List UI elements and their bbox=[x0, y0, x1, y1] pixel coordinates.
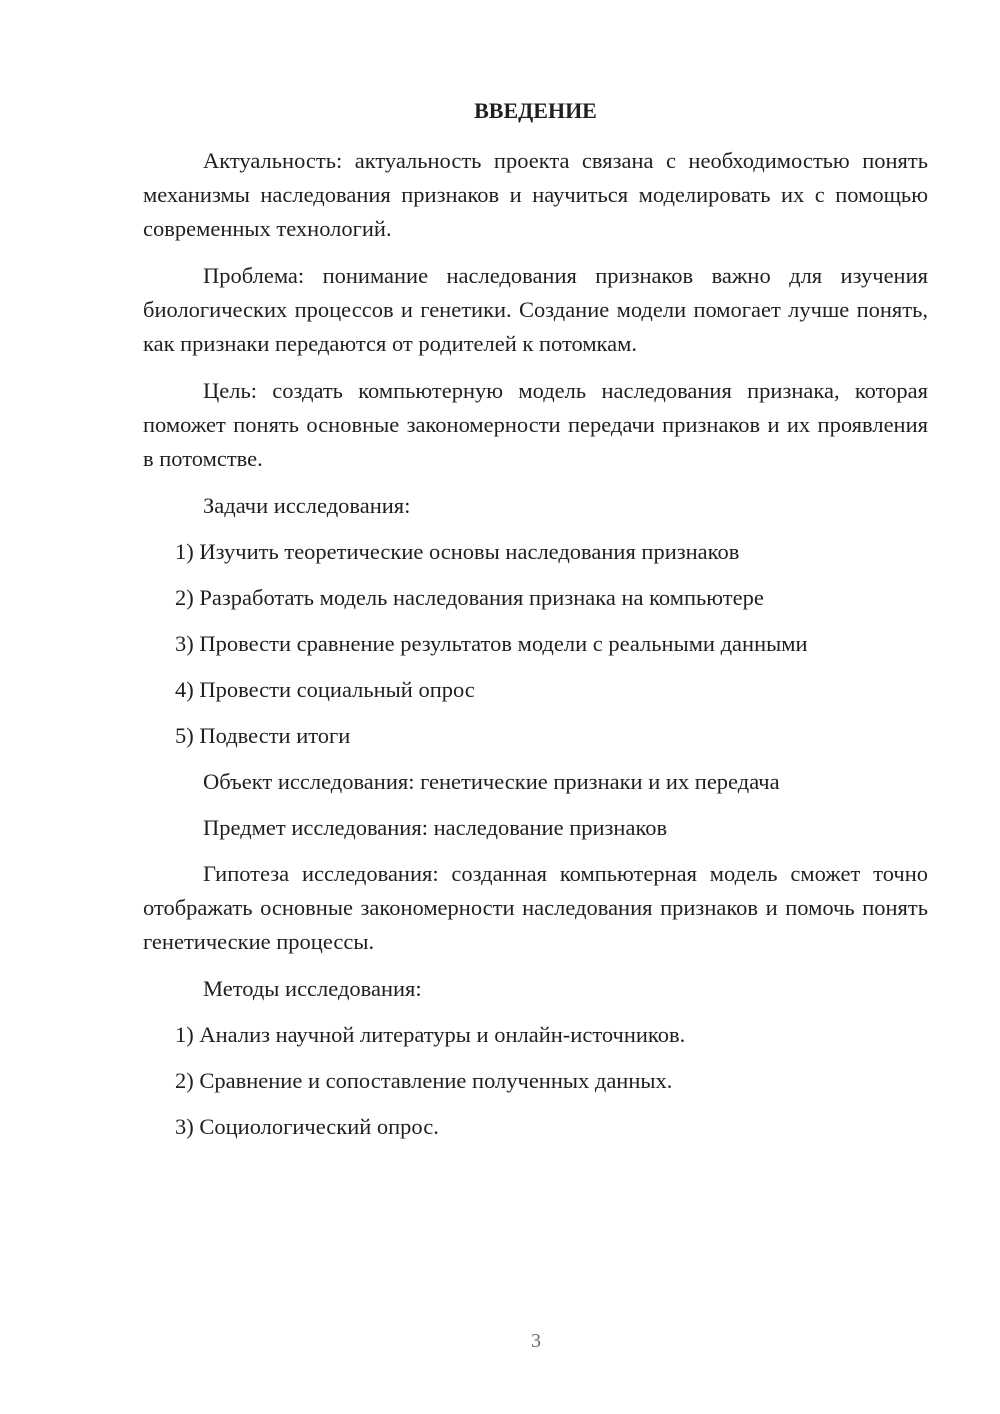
method-item: 1) Анализ научной литературы и онлайн-источников. bbox=[175, 1022, 686, 1047]
goal-paragraph: Цель: создать компьютерную модель наследования признака, которая поможет понять основные закономерности передачи признаков и их проявления в потомстве. bbox=[143, 378, 928, 471]
task-item: 5) Подвести итоги bbox=[175, 723, 351, 748]
methods-heading: Методы исследования: bbox=[203, 976, 422, 1001]
task-item: 4) Провести социальный опрос bbox=[175, 677, 475, 702]
task-item: 3) Провести сравнение результатов модели с реальными данными bbox=[175, 631, 808, 656]
relevance-paragraph: Актуальность: актуальность проекта связана с необходимостью понять механизмы наследования признаков и научиться моделировать их с помощью современных технологий. bbox=[143, 148, 928, 241]
task-item: 2) Разработать модель наследования признака на компьютере bbox=[175, 585, 764, 610]
problem-paragraph: Проблема: понимание наследования признаков важно для изучения биологических процессов и генетики. Создание модели помогает лучше понять, как признаки передаются от родителей к потомкам. bbox=[143, 263, 928, 356]
subject-paragraph: Предмет исследования: наследование признаков bbox=[203, 815, 668, 840]
tasks-heading: Задачи исследования: bbox=[203, 493, 411, 518]
method-item: 3) Социологический опрос. bbox=[175, 1114, 439, 1139]
page-number: 3 bbox=[531, 1330, 541, 1352]
object-paragraph: Объект исследования: генетические признаки и их передача bbox=[203, 769, 780, 794]
document-page bbox=[143, 94, 928, 1156]
task-item: 1) Изучить теоретические основы наследования признаков bbox=[175, 539, 740, 564]
section-heading: ВВЕДЕНИЕ bbox=[474, 98, 597, 123]
hypothesis-paragraph: Гипотеза исследования: созданная компьютерная модель сможет точно отображать основные закономерности наследования признаков и помочь понять генетические процессы. bbox=[143, 861, 928, 954]
method-item: 2) Сравнение и сопоставление полученных данных. bbox=[175, 1068, 673, 1093]
